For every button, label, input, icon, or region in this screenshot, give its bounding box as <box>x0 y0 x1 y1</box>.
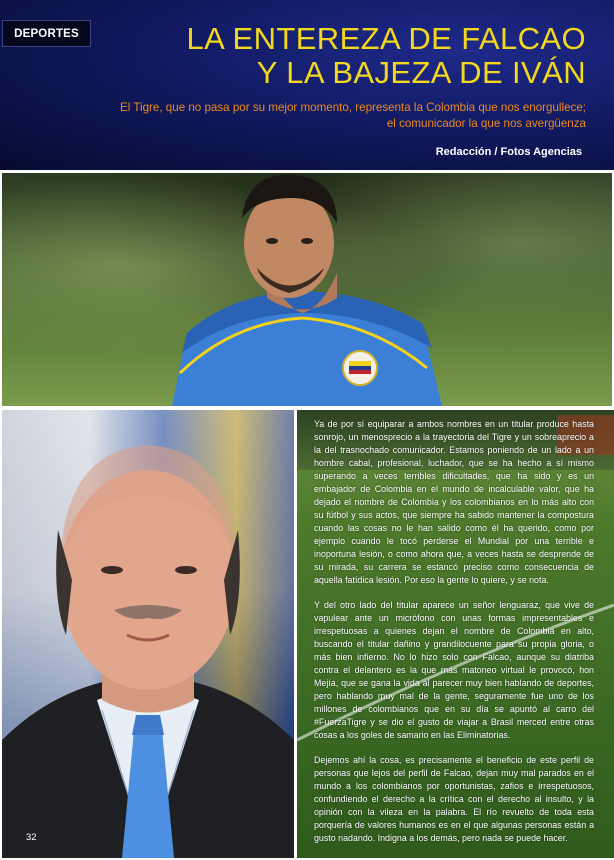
subtitle-line-2: el comunicador la que nos avergüenza <box>386 117 586 130</box>
article-body <box>314 418 594 857</box>
headline <box>166 22 586 90</box>
photo-credit: Redacción / Fotos Agencias <box>435 146 582 158</box>
headline-line-2: Y LA BAJEZA DE IVÁN <box>256 55 586 90</box>
paragraph-1: Ya de por sí equiparar a ambos nombres en un titular produce hasta sonrojo, un menosprecio a la trayectoria del Tigre y un sobreaprecio a la del trasnochado comunicador. Estamos poniendo de un lado a un hombre cabal, profesional, luchador, que se ha hecho a sí mismo superando a veces terribles dificultades, que ha sido y es un embajador de Colombia en el mundo de incalculable valor, que ha dejado el nombre de Colombia y los colombianos en lo más alto con su fútbol y sus actos, que siempre ha sabido mantener la compostura cuando las cosas no le han salido como él ha querido, como por ejemplo cuando le tocó perderse el Mundial por una terrible e inoportuna lesión, o como ahora que, a veces hasta se desprende de su mirada, su carrera se estancó preciso como consecuencia de aquella fatídica lesión. Por eso la gente lo quiere, y se nota. <box>314 419 594 585</box>
falcao-figure <box>2 173 612 406</box>
article-header <box>0 0 614 170</box>
headline-line-1: LA ENTEREZA DE FALCAO <box>186 21 586 56</box>
page-number: 32 <box>26 832 37 843</box>
ivan-photo <box>2 410 294 858</box>
paragraph-3: Dejemos ahí la cosa, es precisamente el beneficio de este perfil de personas que lejos del perfil de Falcao, dejan muy mal parados en el mundo a los colombianos por oportunistas, zafios e irrespetuosos, confundiendo el derecho a la crítica con el derecho al insulto, y la opinión con la vileza en la palabra. El río revuelto de toda esta porquería de valores humanos es en el que algunas personas están a gusto nadando. Indigna a los demás, pero nada se puede hacer. <box>314 755 594 843</box>
ivan-figure <box>2 410 294 858</box>
paragraph-2: Y del otro lado del titular aparece un señor lenguaraz, que vive de vapulear ante un micrófono con unas formas impresentables e irrespetuosas a quienes dejan el nombre de Colombia en alto, buscando el titular dañino y grandilocuente para su propia gloria, o más bien infierno. No lo hizo solo con Falcao, aunque su diatriba contra el delantero es la que más matoneo virtual le provocó, hon Mejía, que se gana la vida al parecer muy bien hablando de deportes, pero hablando muy mal de la gente, seguramente fue uno de los millones de colombianos que en su día se apuntó al carro del #FuerzaTigre y se dio el gusto de viajar a Brasil merced entre otras cosas a los goles de samario en las Eliminatorias. <box>314 600 594 740</box>
falcao-photo <box>2 173 612 406</box>
subtitle <box>66 100 586 132</box>
section-tag: DEPORTES <box>2 20 91 47</box>
subtitle-line-1: El Tigre, que no pasa por su mejor momento, representa la Colombia que nos enorgullece; <box>120 101 586 114</box>
